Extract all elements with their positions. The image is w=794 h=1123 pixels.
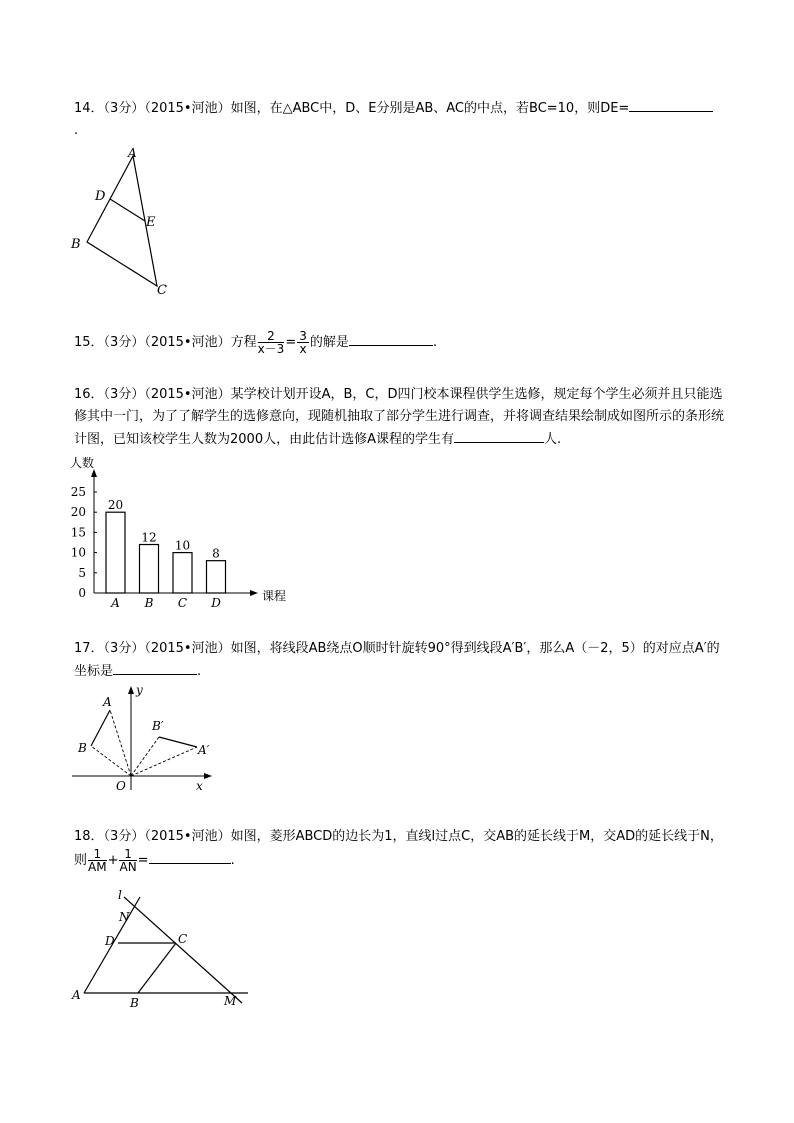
q14-text: 14．（3分）（2015•河池）如图，在△ABC中，D、E分别是AB、AC的中点，若BC=10，则DE= bbox=[74, 101, 630, 116]
q14-label-E: E bbox=[146, 215, 156, 230]
q15-f1-num: 2 bbox=[258, 330, 285, 343]
x-axis-label: 课程 bbox=[262, 589, 287, 603]
q18-label-l: l bbox=[118, 888, 122, 902]
q14-label-A: A bbox=[128, 146, 137, 160]
y-tick-label: 25 bbox=[70, 485, 86, 499]
q17-label-x: x bbox=[196, 779, 203, 793]
q14-answer-blank[interactable] bbox=[629, 97, 713, 112]
q17-label-y: y bbox=[136, 683, 143, 697]
q18-label-A: A bbox=[72, 988, 81, 1002]
q14-end: . bbox=[74, 123, 79, 138]
q18-label-N: N bbox=[119, 910, 130, 924]
q18-eq: = bbox=[137, 853, 149, 868]
q17-label-O: O bbox=[116, 779, 126, 793]
q17-label-B: B bbox=[78, 741, 87, 755]
y-tick-label: 0 bbox=[78, 586, 86, 600]
q15-eq: = bbox=[285, 335, 297, 350]
q18-label-D: D bbox=[105, 934, 115, 948]
question-16 bbox=[74, 384, 724, 451]
y-tick-label: 20 bbox=[70, 505, 86, 520]
category-label: C bbox=[177, 596, 188, 610]
q14-triangle-figure bbox=[66, 142, 186, 300]
q15-end: . bbox=[432, 335, 438, 350]
q15-fraction-1 bbox=[258, 330, 285, 355]
question-18 bbox=[74, 826, 724, 873]
q18-f1-den: AM bbox=[88, 860, 107, 874]
q15-f2-den: x bbox=[299, 342, 307, 356]
q18-label-M: M bbox=[224, 994, 237, 1008]
q18-fraction-2 bbox=[119, 848, 136, 873]
q14-label-B: B bbox=[71, 237, 81, 252]
q17-label-A: A bbox=[103, 695, 112, 709]
y-axis-arrow bbox=[91, 469, 97, 477]
q14-label-C: C bbox=[157, 283, 167, 298]
q15-fraction-2 bbox=[297, 330, 309, 355]
q15-pre: 15．（3分）（2015•河池）方程 bbox=[74, 335, 257, 350]
q16-text: 16．（3分）（2015•河池）某学校计划开设A，B，C，D四门校本课程供学生选修，规定每个学生必须并且只能选修其中一门，为了了解学生的选修意向，现随机抽取了部分学生进行调查，并将调查结果绘制成如图所示的条形统计图，已知该校学生人数为2000人，由此估计选修A课程的学生有 bbox=[74, 387, 725, 447]
bar-B bbox=[140, 545, 159, 593]
q18-end: . bbox=[230, 853, 235, 868]
q16-end: 人. bbox=[543, 432, 562, 447]
y-tick-label: 5 bbox=[78, 565, 86, 580]
q18-f2-den: AN bbox=[119, 860, 137, 874]
question-15 bbox=[74, 330, 724, 355]
q17-text: 17．（3分）（2015•河池）如图，将线段AB绕点O顺时针旋转90°得到线段A′B′，那么A（－2，5）的对应点A′的坐标是 bbox=[74, 641, 720, 679]
category-label: D bbox=[211, 596, 221, 610]
q18-answer-blank[interactable] bbox=[149, 849, 231, 864]
q18-rhombus-figure bbox=[66, 885, 256, 1013]
q15-answer-blank[interactable] bbox=[349, 331, 433, 346]
q14-label-D: D bbox=[95, 189, 106, 204]
y-axis-label: 人数 bbox=[70, 456, 95, 470]
bar-value-label: 10 bbox=[174, 538, 191, 553]
bar-A bbox=[106, 512, 125, 593]
q15-post: 的解是 bbox=[309, 335, 349, 350]
q18-fraction-1 bbox=[88, 848, 107, 873]
q18-label-C: C bbox=[178, 932, 188, 946]
q16-bar-chart bbox=[66, 455, 306, 610]
q18-f1-num: 1 bbox=[88, 848, 107, 861]
category-label: A bbox=[111, 596, 120, 610]
q17-end: . bbox=[197, 664, 202, 679]
q17-rotation-figure bbox=[66, 680, 226, 795]
q18-pre: 18．（3分）（2015•河池）如图，菱形ABCD的边长为1，直线l过点C，交AB的延长线于M，交AD的延长线于N，则 bbox=[74, 829, 723, 868]
bar-C bbox=[173, 553, 192, 593]
bar-value-label: 12 bbox=[141, 530, 157, 545]
q15-f1-den: x－3 bbox=[257, 342, 285, 356]
q17-label-A-prime: A′ bbox=[198, 743, 210, 757]
bar-value-label: 20 bbox=[107, 498, 124, 513]
question-17 bbox=[74, 638, 724, 683]
q18-f2-num: 1 bbox=[119, 848, 136, 861]
q16-answer-blank[interactable] bbox=[454, 428, 544, 443]
y-tick-label: 15 bbox=[70, 525, 86, 540]
question-14 bbox=[74, 97, 724, 142]
q17-label-B-prime: B′ bbox=[152, 719, 164, 733]
x-axis-arrow bbox=[250, 590, 258, 596]
category-label: B bbox=[144, 596, 154, 610]
bar-D bbox=[207, 561, 226, 593]
q18-label-B: B bbox=[130, 996, 139, 1010]
q15-f2-num: 3 bbox=[299, 329, 307, 343]
q18-plus: + bbox=[107, 853, 119, 868]
y-tick-label: 10 bbox=[70, 545, 86, 560]
q17-answer-blank[interactable] bbox=[113, 660, 197, 675]
bar-value-label: 8 bbox=[212, 546, 220, 561]
